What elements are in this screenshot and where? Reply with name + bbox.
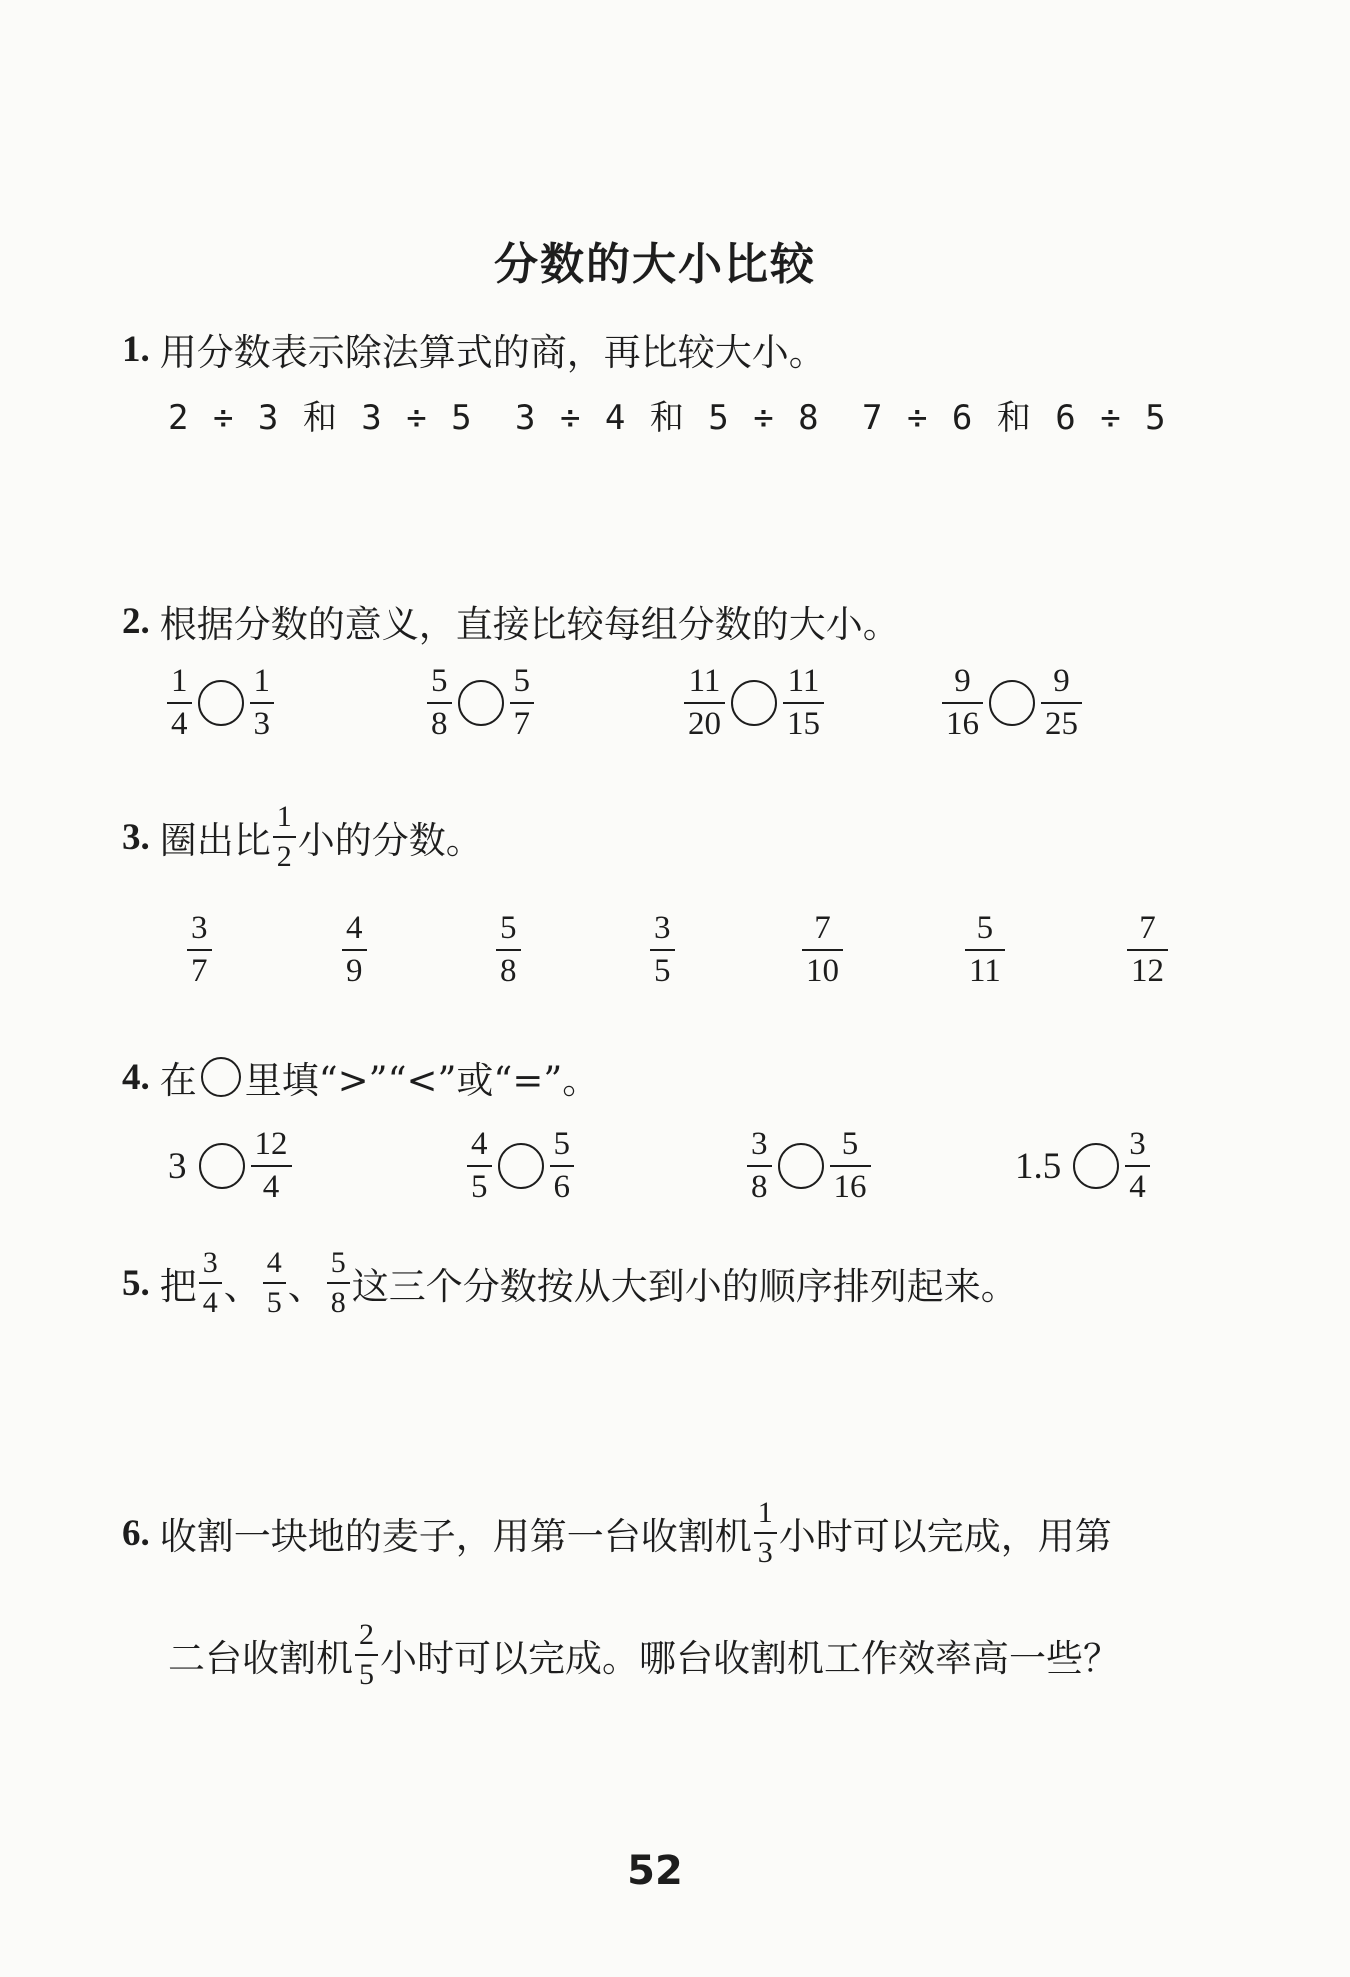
fraction: $\frac{1}{3}$ xyxy=(754,1498,777,1568)
decimal-number: 1.5 xyxy=(1015,1145,1062,1187)
question-text-after: 小的分数。 xyxy=(297,819,483,862)
fraction: $\frac{3}{4}$ xyxy=(1125,1128,1150,1204)
question-6-line-1 xyxy=(122,1498,1112,1568)
compare-pair-3 xyxy=(682,665,826,741)
candidate-fraction-5[interactable]: $\frac{7}{10}$ xyxy=(800,912,845,988)
question-number: 2. xyxy=(122,600,150,642)
question-5 xyxy=(122,1248,1018,1318)
fraction: $\frac{5}{7}$ xyxy=(510,665,535,741)
question-text: 收割一块地的麦子，用第一台收割机 xyxy=(159,1515,752,1558)
fraction: $\frac{5}{8}$ xyxy=(327,1248,350,1318)
question-number: 3. xyxy=(122,816,150,858)
circle-symbol xyxy=(201,1057,241,1097)
fill-pair-2 xyxy=(465,1128,576,1204)
fraction: $\frac{9}{25}$ xyxy=(1041,665,1082,741)
question-2 xyxy=(122,594,900,648)
fill-pair-3 xyxy=(745,1128,873,1204)
answer-circle[interactable] xyxy=(989,680,1035,726)
answer-circle[interactable] xyxy=(498,1143,544,1189)
compare-pair-4 xyxy=(940,665,1084,741)
question-number: 6. xyxy=(122,1512,150,1554)
candidate-fraction-1[interactable]: $\frac{3}{7}$ xyxy=(185,912,214,988)
fraction: $\frac{1}{4}$ xyxy=(167,665,192,741)
fraction: $\frac{11}{20}$ xyxy=(684,665,725,741)
question-4 xyxy=(122,1050,599,1104)
fraction: $\frac{9}{16}$ xyxy=(942,665,983,741)
question-text: 根据分数的意义，直接比较每组分数的大小。 xyxy=(159,603,900,646)
question-3 xyxy=(122,802,483,872)
candidate-fraction-3[interactable]: $\frac{5}{8}$ xyxy=(494,912,523,988)
separator: 、 xyxy=(287,1265,325,1308)
fraction: $\frac{5}{8}$ xyxy=(427,665,452,741)
fraction: $\frac{1}{3}$ xyxy=(250,665,275,741)
answer-circle[interactable] xyxy=(731,680,777,726)
question-number: 1. xyxy=(122,328,150,370)
answer-circle[interactable] xyxy=(778,1143,824,1189)
division-expression-3: 7 ÷ 6 和 6 ÷ 5 xyxy=(862,398,1168,438)
fraction: $\frac{12}{4}$ xyxy=(251,1128,292,1204)
fraction: $\frac{3}{4}$ xyxy=(199,1248,222,1318)
separator: 、 xyxy=(223,1265,261,1308)
question-text-after: 里填“>”“<”或“=”。 xyxy=(244,1059,600,1102)
question-1 xyxy=(122,322,826,376)
division-expression-1: 2 ÷ 3 和 3 ÷ 5 xyxy=(168,398,474,438)
question-number: 4. xyxy=(122,1056,150,1098)
answer-circle[interactable] xyxy=(199,1143,245,1189)
page-title: 分数的大小比较 xyxy=(494,239,816,290)
candidate-fraction-4[interactable]: $\frac{3}{5}$ xyxy=(648,912,677,988)
whole-number: 3 xyxy=(168,1145,187,1187)
answer-circle[interactable] xyxy=(1073,1143,1119,1189)
question-number: 5. xyxy=(122,1262,150,1304)
question-text-after: 这三个分数按从大到小的顺序排列起来。 xyxy=(351,1265,1018,1308)
answer-circle[interactable] xyxy=(458,680,504,726)
fraction: $\frac{3}{8}$ xyxy=(747,1128,772,1204)
division-expression-2: 3 ÷ 4 和 5 ÷ 8 xyxy=(515,398,821,438)
candidate-fraction-7[interactable]: $\frac{7}{12}$ xyxy=(1125,912,1170,988)
question-text: 小时可以完成。哪台收割机工作效率高一些？ xyxy=(380,1637,1120,1680)
reference-fraction: $\frac{1}{2}$ xyxy=(273,802,296,872)
candidate-fraction-2[interactable]: $\frac{4}{9}$ xyxy=(340,912,369,988)
compare-pair-1 xyxy=(165,665,276,741)
fraction: $\frac{5}{16}$ xyxy=(830,1128,871,1204)
fraction: $\frac{4}{5}$ xyxy=(467,1128,492,1204)
question-text-before: 在 xyxy=(159,1059,197,1102)
compare-pair-2 xyxy=(425,665,536,741)
question-text-before: 圈出比 xyxy=(159,819,271,862)
question-text: 用分数表示除法算式的商，再比较大小。 xyxy=(159,331,826,374)
page-number: 52 xyxy=(627,1848,683,1894)
fill-pair-4 xyxy=(1015,1128,1152,1204)
fraction: $\frac{5}{6}$ xyxy=(550,1128,575,1204)
question-text: 小时可以完成，用第 xyxy=(778,1515,1112,1558)
fraction: $\frac{4}{5}$ xyxy=(263,1248,286,1318)
question-text: 二台收割机 xyxy=(168,1637,353,1680)
fill-pair-1 xyxy=(168,1128,294,1204)
fraction: $\frac{2}{5}$ xyxy=(355,1620,378,1690)
question-text-before: 把 xyxy=(159,1265,197,1308)
answer-circle[interactable] xyxy=(198,680,244,726)
candidate-fraction-6[interactable]: $\frac{5}{11}$ xyxy=(963,912,1007,988)
fraction: $\frac{11}{15}$ xyxy=(783,665,824,741)
question-6-line-2 xyxy=(168,1620,1120,1690)
